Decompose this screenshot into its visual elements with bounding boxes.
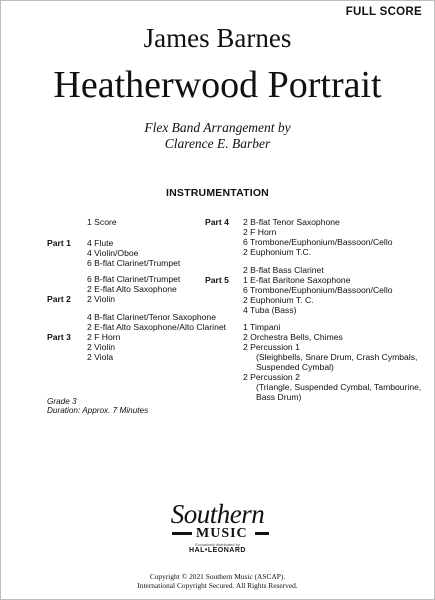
instrument-item: 2 Euphonium T.C. (243, 247, 312, 257)
instrument-item: 2 Percussion 1 (243, 342, 300, 352)
instrument-detail: (Sleighbells, Snare Drum, Crash Cymbals, (256, 352, 418, 362)
distributor-logo: HAL•LEONARD (189, 547, 246, 554)
instrument-item: 2 Euphonium T. C. (243, 295, 314, 305)
piece-title: Heatherwood Portrait (53, 64, 382, 106)
instrument-item: 2 F Horn (243, 227, 277, 237)
instrument-detail: Bass Drum) (256, 392, 302, 402)
instrument-item: 1 Timpani (243, 322, 281, 332)
score-item: 1 Score (87, 217, 117, 227)
instrument-item: 4 Tuba (Bass) (243, 305, 297, 315)
logo-wordmark: Southern (170, 499, 265, 529)
instrument-item: 1 E-flat Baritone Saxophone (243, 275, 351, 285)
instrument-item: 2 Violin (87, 342, 116, 352)
part-label: Part 2 (47, 294, 71, 304)
instrument-item: 2 Violin (87, 294, 116, 304)
instrument-item: 2 B-flat Tenor Saxophone (243, 217, 340, 227)
copyright-line: International Copyright Secured. All Rights Reserved. (137, 581, 298, 590)
instrument-item: 2 B-flat Bass Clarinet (243, 265, 324, 275)
instrument-item: 4 B-flat Clarinet/Tenor Saxophone (87, 312, 216, 322)
publisher-logo (1, 500, 434, 556)
edition-label: FULL SCORE (345, 6, 422, 18)
instrument-detail: (Triangle, Suspended Cymbal, Tambourine, (256, 382, 422, 392)
instrument-item: 6 B-flat Clarinet/Trumpet (87, 274, 181, 284)
distributor-note: Exclusively distributed by (195, 542, 240, 547)
logo-music-row (172, 527, 269, 541)
logo-bar-icon (172, 532, 192, 535)
part-label: Part 1 (47, 238, 71, 248)
instrument-item: 6 Trombone/Euphonium/Bassoon/Cello (243, 285, 393, 295)
instrument-item: 4 Violin/Oboe (87, 248, 139, 258)
part-label: Part 4 (205, 217, 229, 227)
arranger-name: Clarence E. Barber (164, 136, 271, 151)
instrument-item: 2 E-flat Alto Saxophone/Alto Clarinet (87, 322, 227, 332)
instrument-item: 4 Flute (87, 238, 114, 248)
instrument-item: 2 E-flat Alto Saxophone (87, 284, 177, 294)
part-label: Part 3 (47, 332, 71, 342)
duration-label: Duration: Approx. 7 Minutes (47, 406, 149, 415)
instrument-item: 2 Viola (87, 352, 114, 362)
logo-bar-icon (255, 532, 269, 535)
instrument-item: 6 Trombone/Euphonium/Bassoon/Cello (243, 237, 393, 247)
instrument-item: 2 Percussion 2 (243, 372, 300, 382)
composer-name: James Barnes (143, 23, 292, 53)
instrumentation-heading: INSTRUMENTATION (166, 187, 269, 199)
arrangement-line: Flex Band Arrangement by (144, 120, 291, 135)
logo-music-text: MUSIC (196, 526, 248, 541)
instrument-detail: Suspended Cymbal) (256, 362, 334, 372)
copyright-line: Copyright © 2021 Southern Music (ASCAP). (149, 572, 286, 581)
instrument-item: 2 F Horn (87, 332, 121, 342)
instrument-item: 6 B-flat Clarinet/Trumpet (87, 258, 181, 268)
part-label: Part 5 (205, 275, 229, 285)
grade-label: Grade 3 (47, 397, 77, 406)
instrument-item: 2 Orchestra Bells, Chimes (243, 332, 343, 342)
